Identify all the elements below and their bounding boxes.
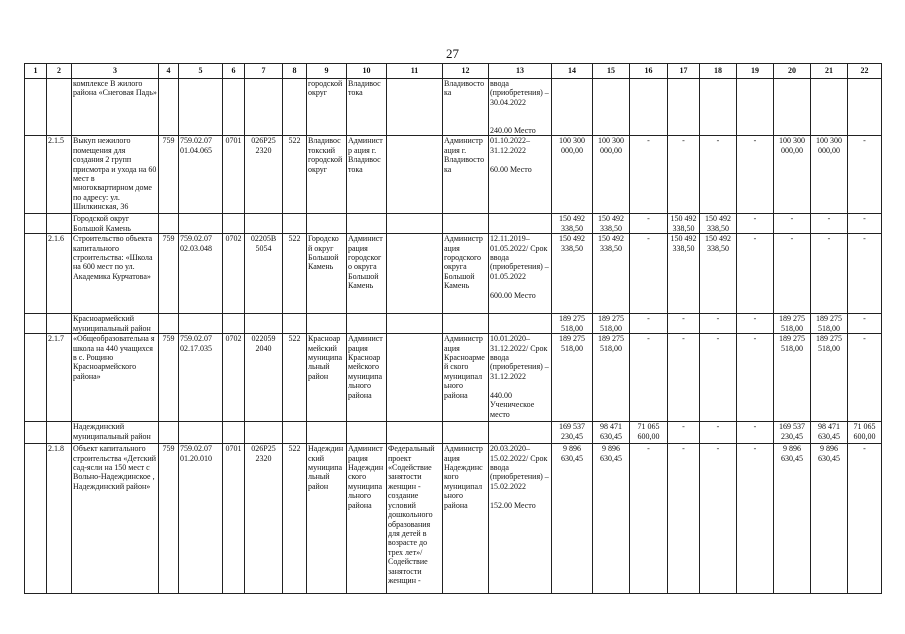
table-cell: - (630, 314, 668, 334)
table-cell: 150 492 338,50 (593, 214, 630, 234)
table-cell: 150 492 338,50 (552, 234, 593, 314)
table-cell (387, 422, 443, 444)
table-cell: - (700, 334, 737, 422)
table-cell: Администр ация г. Владивос тока (347, 136, 387, 214)
table-cell (25, 234, 47, 314)
table-cell (223, 79, 245, 136)
table-cell: Администр ация городского округа Большой Камень (443, 234, 489, 314)
table-cell: - (700, 422, 737, 444)
table-cell: 189 275 518,00 (811, 334, 848, 422)
table-cell: 759.02.07 01.20.010 (179, 444, 223, 594)
table-cell: комплексе В жилого района «Снеговая Падь» (72, 79, 159, 136)
table-cell (283, 79, 307, 136)
table-cell: - (774, 234, 811, 314)
table-cell: - (737, 422, 774, 444)
column-header: 9 (307, 64, 347, 79)
column-header: 19 (737, 64, 774, 79)
table-cell: Владивос токский городской округ (307, 136, 347, 214)
table-cell: 100 300 000,00 (811, 136, 848, 214)
table-cell: 9 896 630,45 (593, 444, 630, 594)
table-cell: - (737, 136, 774, 214)
column-header: 15 (593, 64, 630, 79)
column-header: 3 (72, 64, 159, 79)
table-cell: Админист рация Красноар мейского муниципа льного района (347, 334, 387, 422)
table-cell (737, 79, 774, 136)
column-header: 14 (552, 64, 593, 79)
table-cell: 189 275 518,00 (811, 314, 848, 334)
table-cell: Строительство объекта капитального строительства: «Школа на 600 мест по ул. Академика Курчатова» (72, 234, 159, 314)
table-cell: 759.02.07 01.04.065 (179, 136, 223, 214)
table-cell: - (668, 334, 700, 422)
table-cell: - (848, 234, 882, 314)
table-cell: 100 300 000,00 (774, 136, 811, 214)
table-cell (25, 422, 47, 444)
table-cell (25, 214, 47, 234)
table-cell: Объект капитального строительства «Детский сад-ясли на 150 мест с Вольно-Надеждинское , Надеждинский район» (72, 444, 159, 594)
table-cell (347, 422, 387, 444)
table-cell: 0701 (223, 136, 245, 214)
table-cell: 9 896 630,45 (774, 444, 811, 594)
table-cell: 0702 (223, 234, 245, 314)
table-cell: 169 537 230,45 (774, 422, 811, 444)
table-cell: 189 275 518,00 (552, 314, 593, 334)
table-cell: 0701 (223, 444, 245, 594)
table-cell (47, 314, 72, 334)
column-header: 1 (25, 64, 47, 79)
table-cell: 150 492 338,50 (668, 234, 700, 314)
table-cell: - (774, 214, 811, 234)
table-cell: 02205В 5054 (245, 234, 283, 314)
table-cell: Надеждинский муниципальный район (72, 422, 159, 444)
table-cell (489, 422, 552, 444)
table-cell (552, 79, 593, 136)
table-cell (387, 314, 443, 334)
table-cell (47, 422, 72, 444)
table-cell: - (811, 214, 848, 234)
table-cell: 150 492 338,50 (700, 214, 737, 234)
table-cell: - (737, 214, 774, 234)
table-cell: - (811, 234, 848, 314)
table-cell: 759.02.07 02.17.035 (179, 334, 223, 422)
column-header: 22 (848, 64, 882, 79)
table-cell: 022059 2040 (245, 334, 283, 422)
header-row (25, 64, 882, 79)
table-cell: 189 275 518,00 (774, 314, 811, 334)
column-header: 10 (347, 64, 387, 79)
table-cell: - (700, 136, 737, 214)
table-row (25, 444, 882, 594)
table-cell (25, 444, 47, 594)
table-cell: - (848, 444, 882, 594)
table-cell (47, 79, 72, 136)
table-cell (307, 422, 347, 444)
table-cell: 10.01.2020–31.12.2022/ Срок ввода (приобретения) – 31.12.2022 440.00 Ученическое место (489, 334, 552, 422)
table-cell (811, 79, 848, 136)
table-cell (223, 214, 245, 234)
table-cell (25, 314, 47, 334)
table-row (25, 234, 882, 314)
table-cell: Админист рация городског о округа Большой Камень (347, 234, 387, 314)
table-cell: 759 (159, 136, 179, 214)
table-cell (387, 79, 443, 136)
table-cell (489, 214, 552, 234)
table-cell (283, 422, 307, 444)
table-cell (223, 422, 245, 444)
table-cell (179, 79, 223, 136)
budget-table (24, 63, 882, 594)
table-cell (387, 136, 443, 214)
table-cell: - (630, 234, 668, 314)
table-cell: - (848, 136, 882, 214)
table-cell (179, 314, 223, 334)
table-cell (179, 422, 223, 444)
table-cell: - (630, 444, 668, 594)
table-cell: Владивос тока (347, 79, 387, 136)
table-cell: - (668, 136, 700, 214)
table-cell (307, 314, 347, 334)
table-cell (223, 314, 245, 334)
table-cell: - (668, 444, 700, 594)
table-cell: - (737, 334, 774, 422)
table-cell: Администр ация г. Владивосто ка (443, 136, 489, 214)
table-cell (347, 314, 387, 334)
column-header: 4 (159, 64, 179, 79)
table-row (25, 79, 882, 136)
table-cell: 0702 (223, 334, 245, 422)
table-cell: 100 300 000,00 (593, 136, 630, 214)
table-cell: 150 492 338,50 (552, 214, 593, 234)
table-cell (283, 214, 307, 234)
table-cell: - (848, 214, 882, 234)
table-cell: - (700, 314, 737, 334)
table-cell: 9 896 630,45 (811, 444, 848, 594)
column-header: 20 (774, 64, 811, 79)
table-cell: 2.1.7 (47, 334, 72, 422)
table-cell (25, 79, 47, 136)
table-cell (245, 314, 283, 334)
table-cell (307, 214, 347, 234)
table-cell: 150 492 338,50 (593, 234, 630, 314)
table-cell: - (737, 314, 774, 334)
table-cell: 759 (159, 234, 179, 314)
table-cell: 189 275 518,00 (552, 334, 593, 422)
table-cell (700, 79, 737, 136)
table-cell: 522 (283, 234, 307, 314)
table-cell: 98 471 630,45 (811, 422, 848, 444)
column-header: 17 (668, 64, 700, 79)
column-header: 6 (223, 64, 245, 79)
table-cell (245, 79, 283, 136)
table-cell: 522 (283, 136, 307, 214)
table-cell: 189 275 518,00 (593, 314, 630, 334)
table-cell (283, 314, 307, 334)
table-cell: - (848, 334, 882, 422)
table-cell (347, 214, 387, 234)
table-cell (489, 314, 552, 334)
column-header: 8 (283, 64, 307, 79)
table-cell: 169 537 230,45 (552, 422, 593, 444)
table-cell: Городской округ Большой Камень (72, 214, 159, 234)
table-row (25, 136, 882, 214)
table-row (25, 334, 882, 422)
table-cell (159, 79, 179, 136)
table-cell: Красноар мейский муниципа льный район (307, 334, 347, 422)
table-cell (443, 214, 489, 234)
table-cell: 759.02.07 02.03.048 (179, 234, 223, 314)
table-cell: 522 (283, 444, 307, 594)
table-cell: - (668, 314, 700, 334)
column-header: 2 (47, 64, 72, 79)
table-cell (159, 214, 179, 234)
column-header: 18 (700, 64, 737, 79)
table-cell: Администр ация Надеждинс кого муниципал ьного района (443, 444, 489, 594)
table-cell (443, 314, 489, 334)
table-cell (387, 214, 443, 234)
table-cell (25, 334, 47, 422)
table-cell: Владивосто ка (443, 79, 489, 136)
column-header: 7 (245, 64, 283, 79)
table-cell: - (630, 334, 668, 422)
table-cell (25, 136, 47, 214)
table-cell: 20.03.2020–15.02.2022/ Срок ввода (приобретения) – 15.02.2022 152.00 Место (489, 444, 552, 594)
table-cell: Федеральный проект «Содействие занятости женщин - создание условий дошкольного образования для детей в возрасте до трех лет»/Содействие занятости женщин - (387, 444, 443, 594)
table-cell: «Общеобразовательна я школа на 440 учащихся в с. Рощино Красноармейского района» (72, 334, 159, 422)
table-cell (179, 214, 223, 234)
table-cell (668, 79, 700, 136)
table-cell (848, 79, 882, 136)
table-cell (387, 234, 443, 314)
table-cell (630, 79, 668, 136)
table-cell: Выкуп нежилого помещения для создания 2 групп присмотра и ухода на 60 мест в многоквартирном доме по адресу: ул. Шилкинская, 36 (72, 136, 159, 214)
table-cell: 9 896 630,45 (552, 444, 593, 594)
table-cell: Красноармейский муниципальный район (72, 314, 159, 334)
table-cell (774, 79, 811, 136)
table-cell: 189 275 518,00 (774, 334, 811, 422)
column-header: 13 (489, 64, 552, 79)
table-cell: 759 (159, 444, 179, 594)
table-cell: 2.1.6 (47, 234, 72, 314)
table-cell: 026P25 2320 (245, 444, 283, 594)
table-cell: 026P25 2320 (245, 136, 283, 214)
table-cell: 01.10.2022–31.12.2022 60.00 Место (489, 136, 552, 214)
table-cell (245, 214, 283, 234)
table-cell (593, 79, 630, 136)
page-number: 27 (446, 46, 459, 61)
column-header: 12 (443, 64, 489, 79)
column-header: 16 (630, 64, 668, 79)
table-cell (159, 314, 179, 334)
table-cell: 522 (283, 334, 307, 422)
table-cell: городской округ (307, 79, 347, 136)
table-cell: - (737, 234, 774, 314)
table-cell: - (668, 422, 700, 444)
table-cell: 98 471 630,45 (593, 422, 630, 444)
table-cell: 12.11.2019–01.05.2022/ Срок ввода (приобретения) – 01.05.2022 600.00 Место (489, 234, 552, 314)
table-cell: Админист рация Надеждин ского муниципа льного района (347, 444, 387, 594)
table-cell: Надеждин ский муниципа льный район (307, 444, 347, 594)
table-cell (159, 422, 179, 444)
table-cell: ввода (приобретения) – 30.04.2022 240.00 Место (489, 79, 552, 136)
table-cell: Администр ация Красноармей ского муниципал ьного района (443, 334, 489, 422)
table-cell: 71 065 600,00 (848, 422, 882, 444)
table-cell (387, 334, 443, 422)
column-header: 21 (811, 64, 848, 79)
table-row (25, 422, 882, 444)
table-cell (245, 422, 283, 444)
table-cell: - (630, 214, 668, 234)
table-cell: 2.1.5 (47, 136, 72, 214)
table-cell: 189 275 518,00 (593, 334, 630, 422)
table-cell: - (630, 136, 668, 214)
table-row (25, 314, 882, 334)
column-header: 11 (387, 64, 443, 79)
table-cell: 100 300 000,00 (552, 136, 593, 214)
table-cell: 759 (159, 334, 179, 422)
column-header: 5 (179, 64, 223, 79)
table-cell (47, 214, 72, 234)
table-cell (443, 422, 489, 444)
table-cell: 150 492 338,50 (668, 214, 700, 234)
table-cell: - (700, 444, 737, 594)
table-cell: - (848, 314, 882, 334)
table-row (25, 214, 882, 234)
table-cell: 2.1.8 (47, 444, 72, 594)
table-cell: - (737, 444, 774, 594)
table-cell: 150 492 338,50 (700, 234, 737, 314)
table-cell: 71 065 600,00 (630, 422, 668, 444)
table-cell: Городско й округ Большой Камень (307, 234, 347, 314)
